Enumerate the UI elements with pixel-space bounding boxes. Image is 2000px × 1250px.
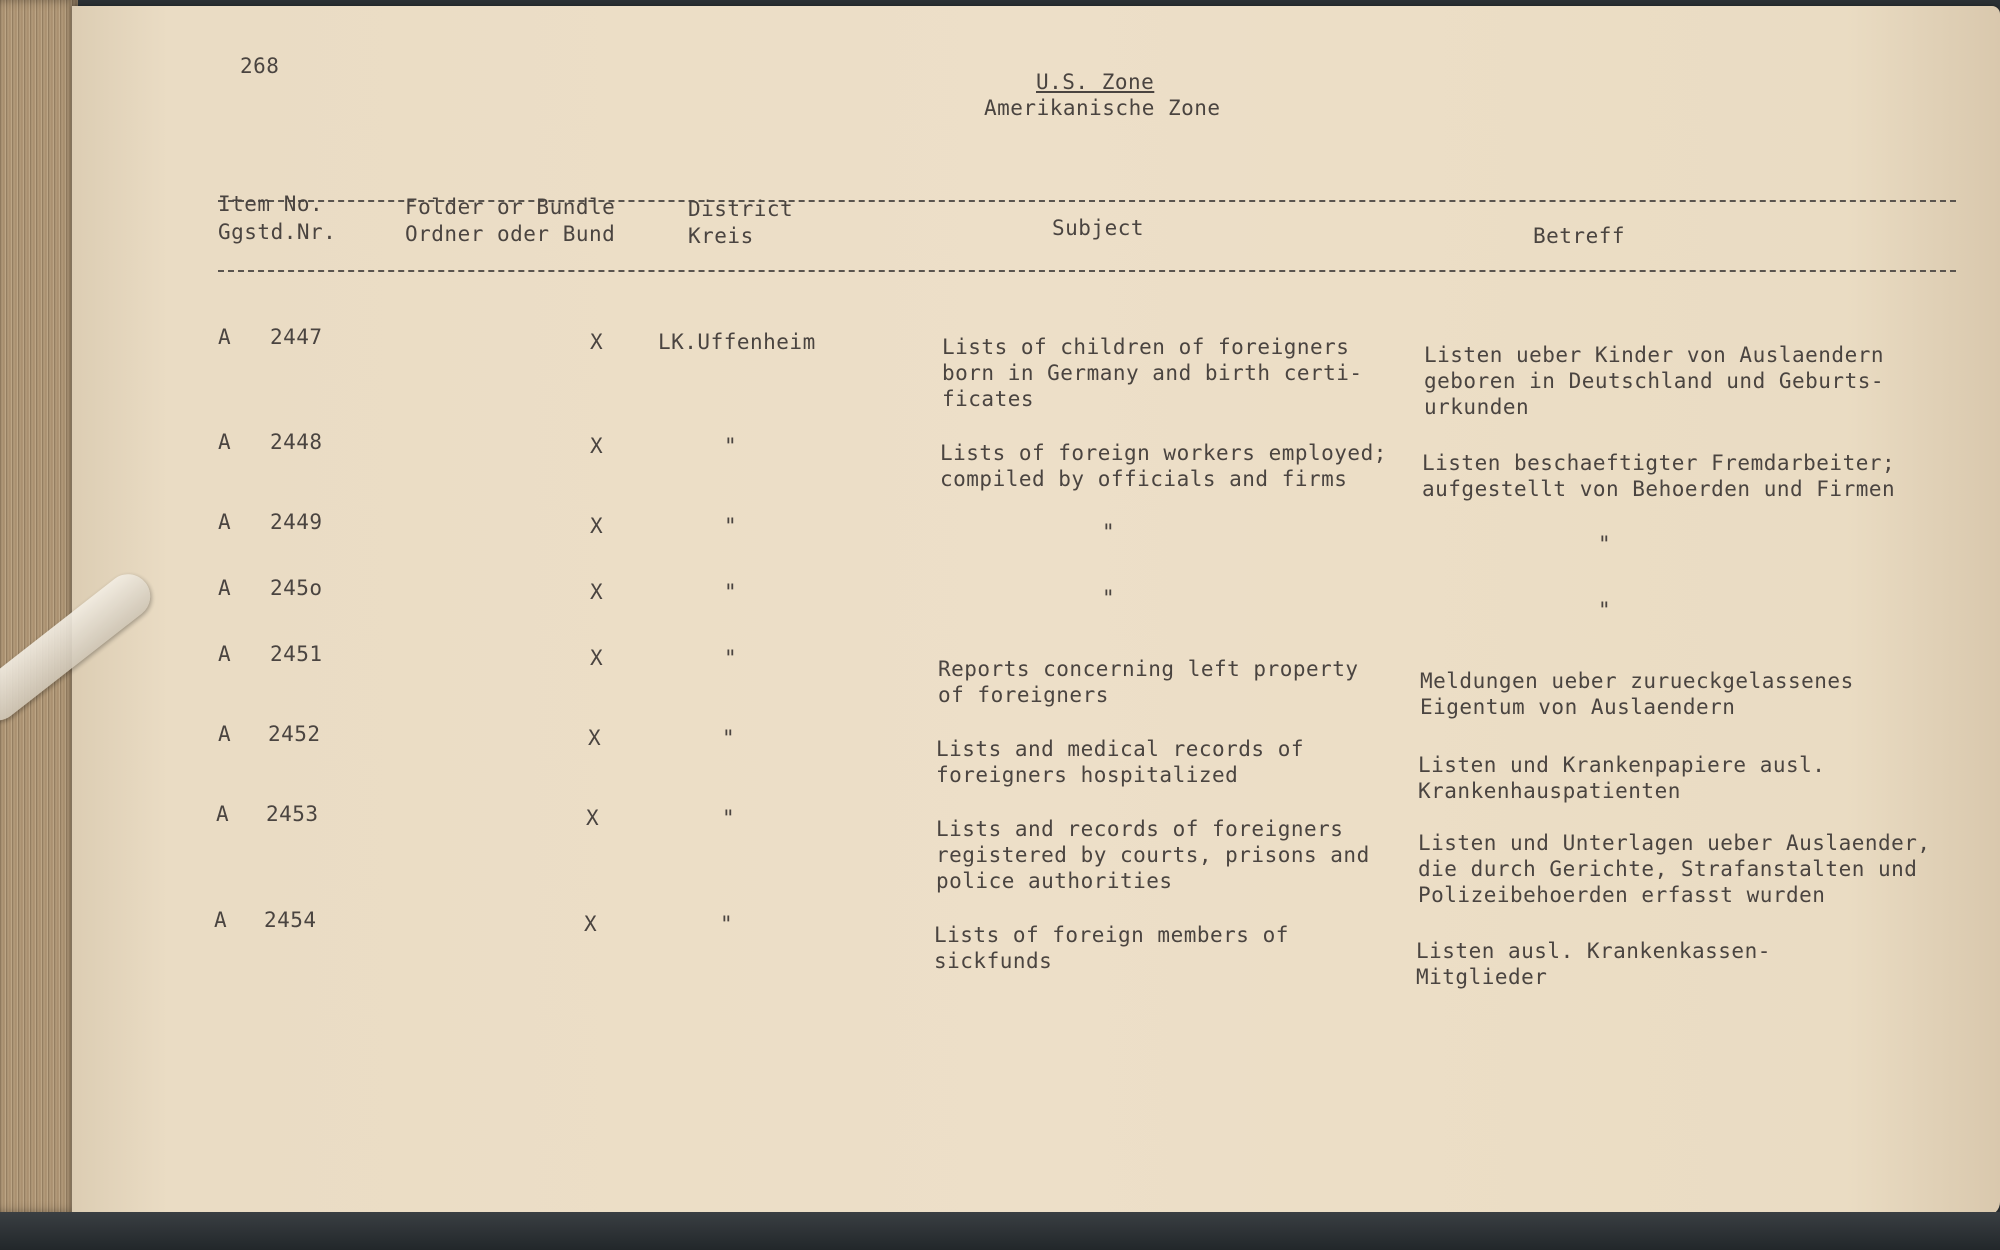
page-number: 268	[240, 54, 280, 78]
row-folder: X	[590, 646, 604, 670]
row-prefix: A	[218, 722, 232, 746]
row-subject: Reports concerning left property of foreigners	[938, 657, 1359, 707]
book-page-edge	[0, 0, 78, 1212]
row-number: 2454	[264, 908, 317, 932]
row-folder: X	[590, 514, 604, 538]
row-betreff: Listen ausl. Krankenkassen-Mitglieder	[1416, 939, 1771, 989]
row-betreff: Listen und Krankenpapiere ausl. Krankenhauspatienten	[1418, 753, 1826, 803]
row-district: "	[722, 726, 736, 750]
row-number: 2447	[270, 325, 323, 349]
page-title: U.S. Zone	[1036, 70, 1155, 94]
row-number: 2448	[270, 430, 323, 454]
row-subject: Lists and records of foreigners registered by courts, prisons and police authorities	[936, 817, 1370, 893]
row-prefix: A	[218, 642, 232, 666]
row-prefix: A	[218, 430, 232, 454]
row-subject: "	[1102, 520, 1116, 544]
row-folder: X	[590, 580, 604, 604]
row-district: "	[722, 806, 736, 830]
row-number: 245o	[270, 576, 323, 600]
row-number: 2453	[266, 802, 319, 826]
row-betreff: "	[1598, 598, 1612, 622]
row-prefix: A	[218, 576, 232, 600]
row-district: "	[724, 434, 738, 458]
row-number: 2449	[270, 510, 323, 534]
page-subtitle: Amerikanische Zone	[984, 96, 1221, 120]
scan-background	[0, 1212, 2000, 1250]
row-betreff: Listen beschaeftigter Fremdarbeiter; aufgestellt von Behoerden und Firmen	[1422, 451, 1896, 501]
header-district-line1: District	[688, 197, 794, 221]
row-district: "	[724, 580, 738, 604]
row-number: 2452	[268, 722, 321, 746]
row-folder: X	[590, 330, 604, 354]
header-subject: Subject	[1052, 216, 1145, 240]
header-district-line2: Kreis	[688, 224, 754, 248]
row-folder: X	[590, 434, 604, 458]
row-subject: "	[1102, 586, 1116, 610]
row-district: LK.Uffenheim	[658, 330, 816, 354]
row-number: 2451	[270, 642, 323, 666]
header-betreff: Betreff	[1533, 224, 1626, 248]
row-district: "	[724, 514, 738, 538]
row-subject: Lists and medical records of foreigners hospitalized	[936, 737, 1305, 787]
row-district: "	[720, 912, 734, 936]
row-betreff: "	[1598, 532, 1612, 556]
row-betreff: Listen ueber Kinder von Auslaendern geboren in Deutschland und Geburts-urkunden	[1424, 343, 1885, 419]
row-prefix: A	[216, 802, 230, 826]
header-bottom-rule	[218, 270, 1956, 272]
row-subject: Lists of foreign members of sickfunds	[934, 923, 1289, 973]
document-page	[72, 6, 2000, 1216]
header-folder-line2: Ordner oder Bund	[405, 222, 616, 246]
row-folder: X	[584, 912, 598, 936]
row-prefix: A	[218, 325, 232, 349]
header-folder-line1: Folder or Bundle	[405, 195, 616, 219]
row-betreff: Meldungen ueber zurueckgelassenes Eigentum von Auslaendern	[1420, 669, 1854, 719]
header-item-line2: Ggstd.Nr.	[218, 220, 337, 244]
row-betreff: Listen und Unterlagen ueber Auslaender, die durch Gerichte, Strafanstalten und Polizeibehoerden erfasst wurden	[1418, 831, 1931, 907]
row-subject: Lists of foreign workers employed; compiled by officials and firms	[940, 441, 1387, 491]
row-folder: X	[586, 806, 600, 830]
row-prefix: A	[214, 908, 228, 932]
header-item-line1: Item No.	[218, 192, 324, 216]
row-folder: X	[588, 726, 602, 750]
row-district: "	[724, 646, 738, 670]
row-subject: Lists of children of foreigners born in Germany and birth certi-ficates	[942, 335, 1363, 411]
row-prefix: A	[218, 510, 232, 534]
